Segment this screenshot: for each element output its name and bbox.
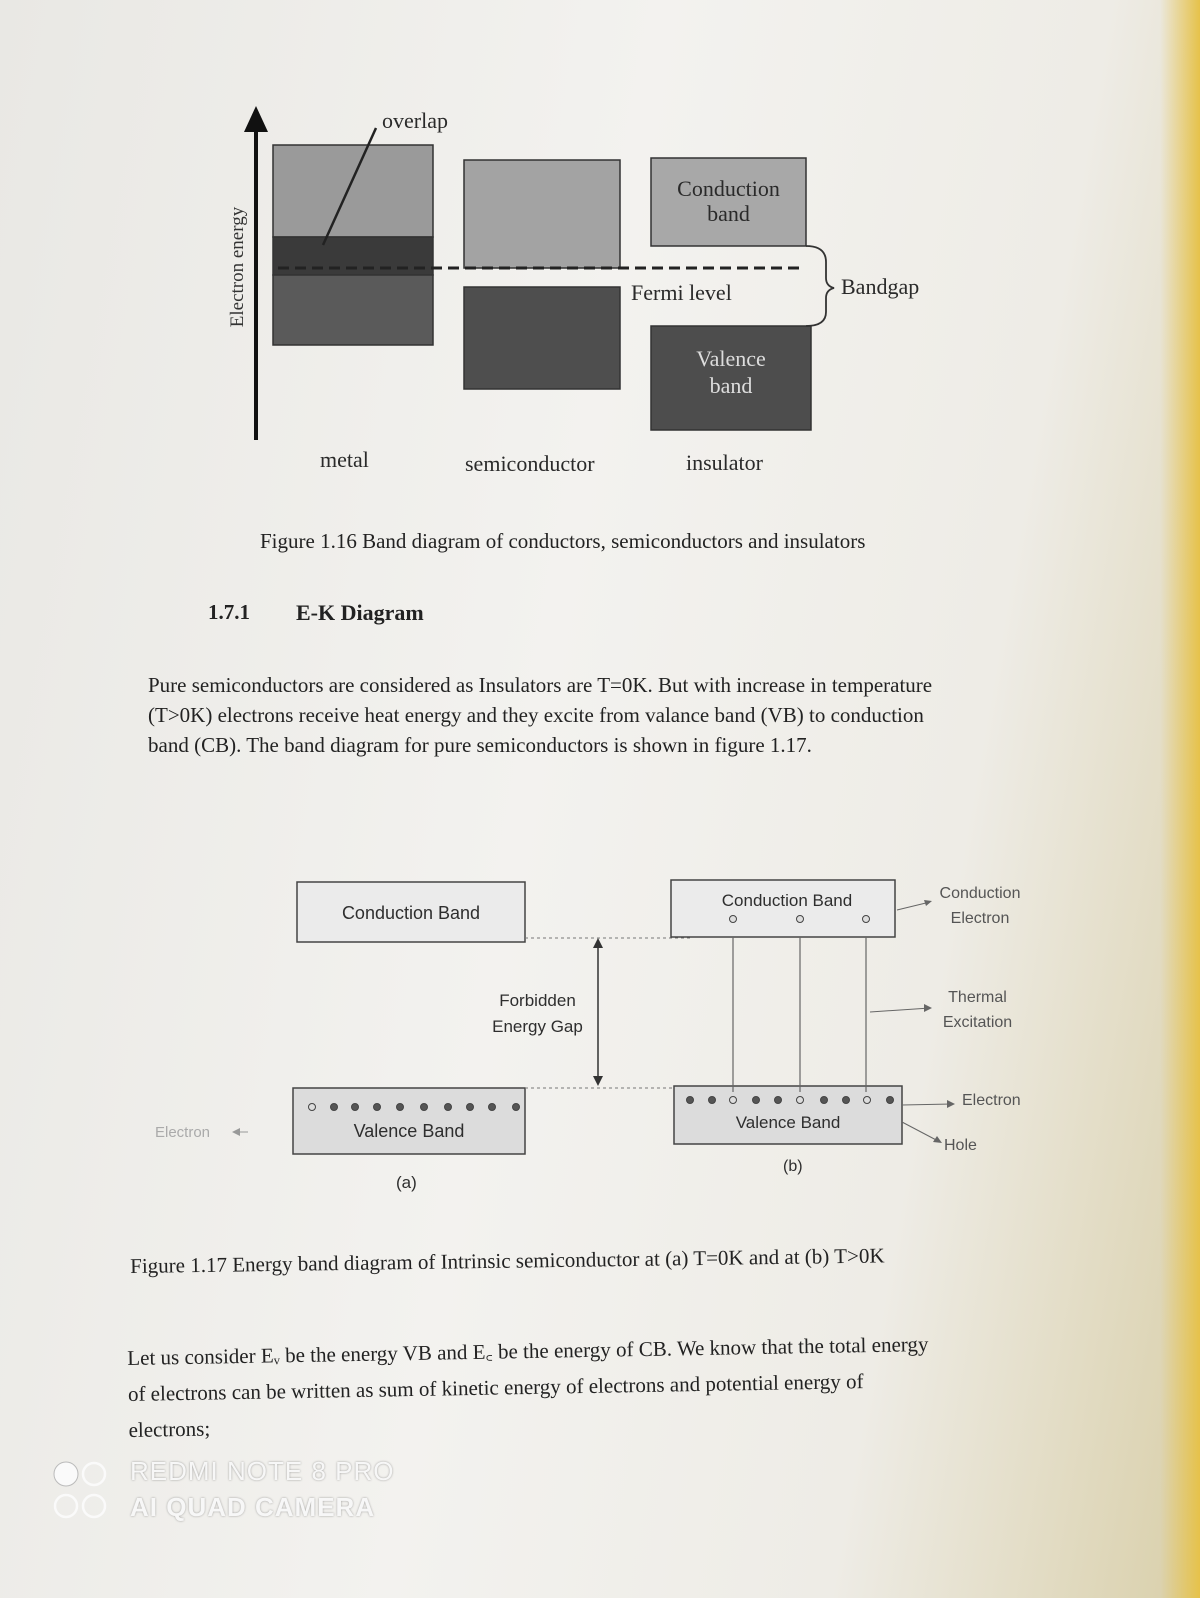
valence-label-line2: band (709, 373, 753, 398)
gap-label-line1: Forbidden (499, 991, 576, 1010)
semiconductor-valence-band (464, 287, 620, 389)
conduction-electron-dot (862, 915, 870, 923)
energy-axis-arrowhead (244, 106, 268, 132)
electron-arrowhead-right (947, 1100, 955, 1108)
bandgap-label: Bandgap (841, 274, 920, 299)
electron-dot (373, 1103, 381, 1111)
electron-dot (886, 1096, 894, 1104)
conduction-electron-dot (729, 915, 737, 923)
electron-dot (420, 1103, 428, 1111)
watermark-line-1: REDMI NOTE 8 PRO (130, 1456, 395, 1486)
a-conduction-band-label: Conduction Band (341, 903, 481, 923)
gap-label-line2: Energy Gap (492, 1017, 583, 1036)
hole-dot (863, 1096, 871, 1104)
conduction-label-line1: Conduction (677, 176, 780, 201)
electron-dot (444, 1103, 452, 1111)
thermal-line1: Thermal (948, 989, 1007, 1006)
a-valence-band-label: Valence Band (353, 1121, 465, 1141)
cond-electron-line1: Conduction (939, 885, 1021, 902)
quad-camera-icon (50, 1458, 110, 1522)
electron-dot (396, 1103, 404, 1111)
forbidden-gap-label (470, 988, 605, 1040)
electron-dot (330, 1103, 338, 1111)
paragraph-1 (148, 670, 1048, 760)
thermal-excitation-label (925, 985, 1030, 1035)
conduction-electron-label (925, 881, 1035, 931)
hole-pointer (902, 1122, 940, 1142)
paragraph-2 (127, 1324, 1069, 1448)
hole-dot (796, 1096, 804, 1104)
subfigure-a-label: (a) (396, 1173, 417, 1192)
band-diagram-svg (0, 0, 1200, 520)
electron-arrowhead-left (232, 1128, 240, 1136)
valence-label-line1: Valence (696, 346, 766, 371)
electron-dot (820, 1096, 828, 1104)
y-axis-label: Electron energy (227, 206, 248, 328)
paragraph-1-line: band (CB). The band diagram for pure semiconductors is shown in figure 1.17. (148, 733, 812, 757)
electron-dot (466, 1103, 474, 1111)
section-title: E-K Diagram (296, 600, 424, 625)
subfigure-b-label: (b) (783, 1158, 803, 1175)
paragraph-2-line: of electrons can be written as sum of kinetic energy of electrons and potential energy of (127, 1369, 864, 1406)
thermal-pointer (870, 1008, 930, 1012)
bandgap-brace (806, 246, 834, 326)
category-metal: metal (320, 447, 369, 472)
electron-pointer-right (902, 1104, 952, 1105)
paragraph-2-line: electrons; (128, 1416, 211, 1442)
figure-1-16-caption: Figure 1.16 Band diagram of conductors, semiconductors and insulators (260, 529, 866, 553)
electron-right-label: Electron (962, 1092, 1021, 1109)
gap-arrow-top (593, 938, 603, 948)
conduction-label-line2: band (707, 201, 750, 226)
electron-dot (774, 1096, 782, 1104)
electron-dot (512, 1103, 520, 1111)
metal-conduction-band (273, 145, 433, 237)
paragraph-1-line: Pure semiconductors are considered as Insulators are T=0K. But with increase in temperature (148, 673, 933, 697)
electron-dot (842, 1096, 850, 1104)
category-semiconductor: semiconductor (465, 451, 595, 476)
paragraph-2-line: Let us consider Eᵥ be the energy VB and E꜀ be the energy of CB. We know that the total energy (127, 1332, 929, 1370)
electron-dot (708, 1096, 716, 1104)
electron-dot (308, 1103, 316, 1111)
hole-label: Hole (944, 1137, 977, 1154)
gap-arrow-bottom (593, 1076, 603, 1086)
paragraph-1-line: (T>0K) electrons receive heat energy and they excite from valance band (VB) to conduction (148, 703, 924, 727)
b-valence-band-label: Valence Band (735, 1113, 841, 1132)
hole-dot (729, 1096, 737, 1104)
thermal-line2: Excitation (942, 1014, 1013, 1031)
b-conduction-band-label: Conduction Band (721, 891, 853, 910)
electron-dot (351, 1103, 359, 1111)
electron-left-label: Electron (155, 1124, 211, 1141)
conduction-band-label (651, 176, 806, 226)
cond-electron-line2: Electron (950, 910, 1010, 927)
fermi-level-label: Fermi level (631, 280, 732, 305)
section-number: 1.7.1 (208, 600, 250, 624)
watermark-line-2: AI QUAD CAMERA (130, 1492, 376, 1522)
figure-1-17-caption: Figure 1.17 Energy band diagram of Intrinsic semiconductor at (a) T=0K and at (b) T>0K (130, 1243, 885, 1278)
y-axis-label-wrap (218, 190, 258, 350)
valence-band-label (651, 345, 811, 399)
electron-dot (488, 1103, 496, 1111)
conduction-electron-dot (796, 915, 804, 923)
category-insulator: insulator (686, 450, 763, 475)
metal-valence-band (273, 275, 433, 345)
electron-dot (752, 1096, 760, 1104)
overlap-label: overlap (382, 108, 448, 133)
electron-dot (686, 1096, 694, 1104)
semiconductor-conduction-band (464, 160, 620, 268)
